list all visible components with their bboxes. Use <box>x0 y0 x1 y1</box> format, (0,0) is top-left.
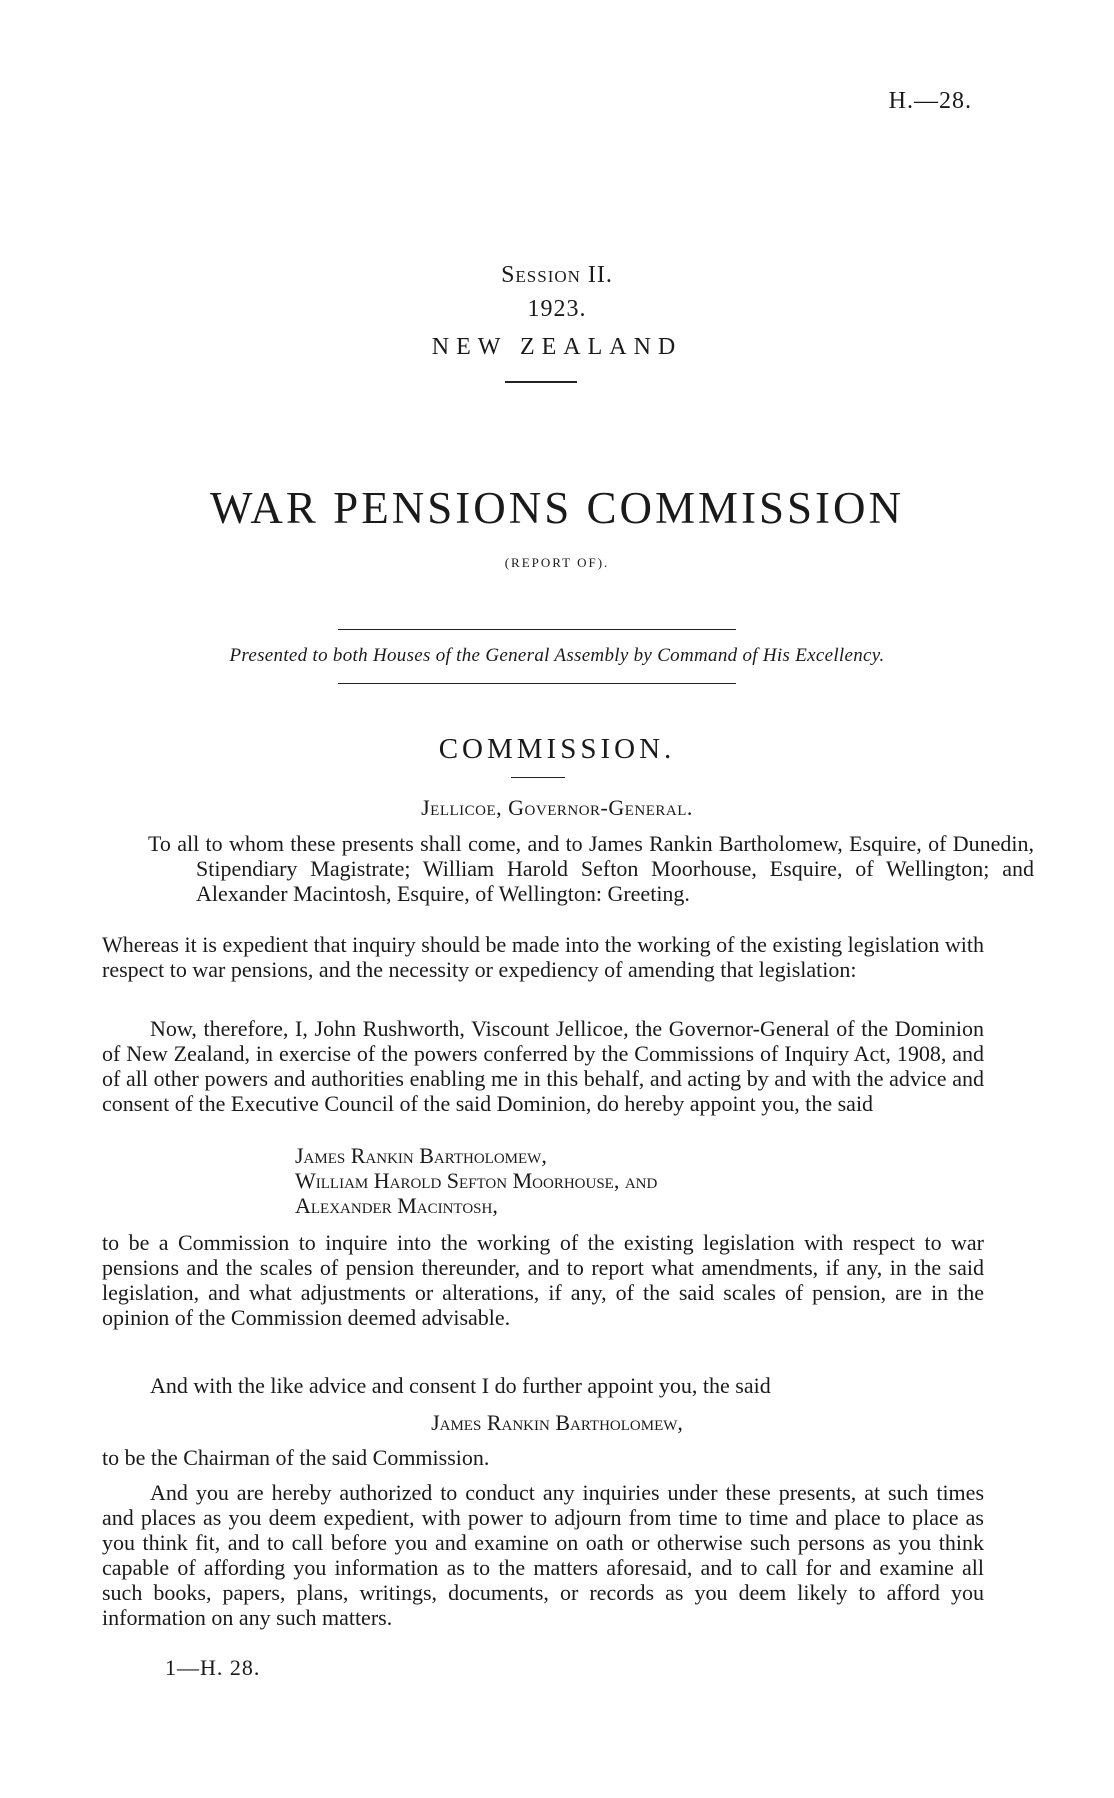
further-appoint-line: And with the like advice and consent I do further appoint you, the said <box>150 1373 771 1398</box>
presented-rule-top <box>338 629 736 630</box>
commission-heading-rule <box>511 777 565 778</box>
title-divider-short <box>505 381 577 383</box>
presented-line: Presented to both Houses of the General Assembly by Command of His Excellency. <box>229 645 885 666</box>
document-subtitle: (REPORT OF). <box>504 555 610 570</box>
address-paragraph: To all to whom these presents shall come, and to James Rankin Bartholomew, Esquire, of Dunedin, Stipendiary Magistrate; William Harold Sefton Moorhouse, Esquire, of Wellington; and Alexander Macintosh, Esquire, of Wellington: Greeting. <box>148 831 1034 906</box>
chairman-role-line: to be the Chairman of the said Commission. <box>102 1445 490 1470</box>
year-label: 1923. <box>527 296 587 322</box>
signature-mark: 1—H. 28. <box>165 1655 261 1680</box>
whereas-paragraph: Whereas it is expedient that inquiry should be made into the working of the existing legislation with respect to war pensions, and the necessity or expediency of amending that legislation: <box>102 932 984 982</box>
commission-heading: COMMISSION. <box>438 733 676 765</box>
signatory-line: Jellicoe, Governor-General. <box>421 795 693 820</box>
document-title: WAR PENSIONS COMMISSION <box>209 483 905 533</box>
page-reference: H.—28. <box>888 88 972 114</box>
presented-rule-bottom <box>338 683 736 684</box>
appointee-item: James Rankin Bartholomew, <box>295 1143 547 1168</box>
country-label: NEW ZEALAND <box>431 334 683 360</box>
now-therefore-paragraph: Now, therefore, I, John Rushworth, Viscount Jellicoe, the Governor-General of the Dominion of New Zealand, in exercise of the powers conferred by the Commissions of Inquiry Act, 1908, and of all other powers and authorities enabling me in this behalf, and acting by and with the advice and consent of the Executive Council of the said Dominion, do hereby appoint you, the said <box>102 1016 984 1116</box>
authority-paragraph: And you are hereby authorized to conduct any inquiries under these presents, at such times and places as you deem expedient, with power to adjourn from time to time and place to place as you think fit, and to call before you and examine on oath or otherwise such persons as you think capable of affording you information as to the matters aforesaid, and to call for and examine all such books, papers, plans, writings, documents, or records as you deem likely to afford you information on any such matters. <box>102 1480 984 1630</box>
purpose-paragraph: to be a Commission to inquire into the working of the existing legislation with respect to war pensions and the scales of pension thereunder, and to report what amendments, if any, in the said legislation, and what adjustments or alterations, if any, of the said scales of pension, are in the opinion of the Commission deemed advisable. <box>102 1230 984 1330</box>
appointee-item: Alexander Macintosh, <box>295 1193 498 1218</box>
appointee-item: William Harold Sefton Moorhouse, and <box>295 1168 658 1193</box>
session-label: Session II. <box>501 262 613 288</box>
chairman-name: James Rankin Bartholomew, <box>431 1410 683 1435</box>
